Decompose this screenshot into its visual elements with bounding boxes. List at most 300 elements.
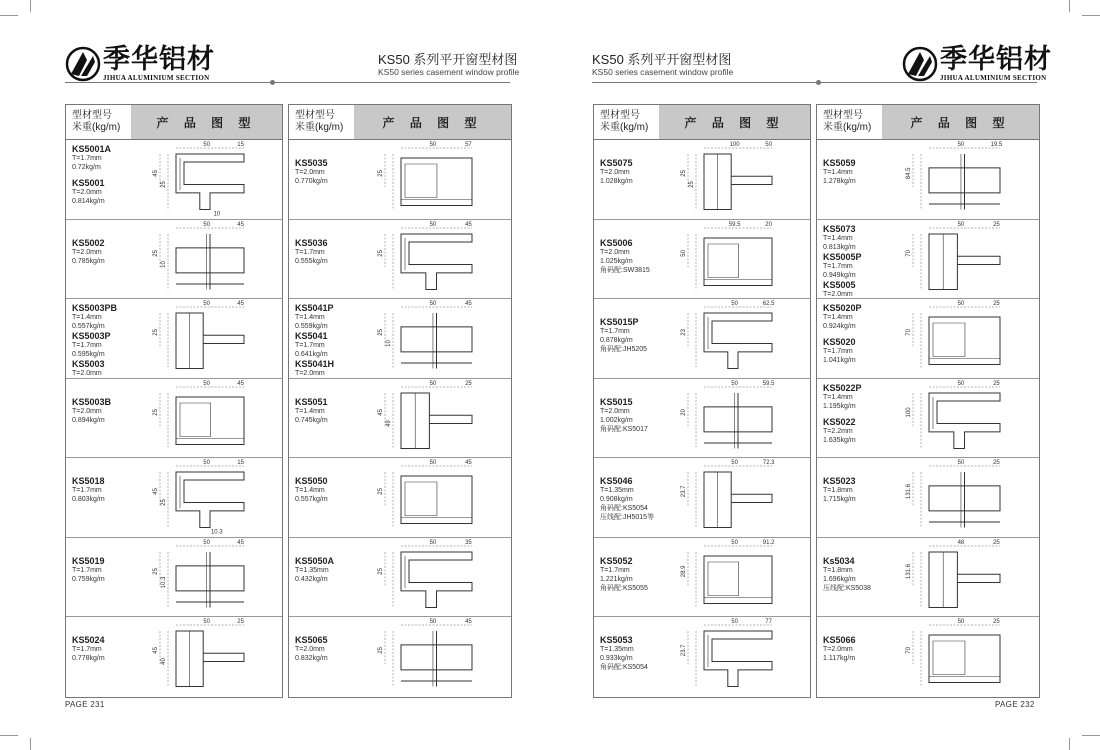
profile-drawing: [659, 538, 810, 616]
model-spec: 1.002kg/m: [600, 416, 633, 424]
profile-info: [817, 220, 882, 299]
profile-figure: [354, 220, 511, 299]
model-name: KS5041H: [295, 359, 335, 369]
profile-row: [817, 299, 1039, 379]
header-model-line1: 型材型号: [600, 110, 640, 121]
profile-info: [594, 617, 659, 697]
profile-drawing: [659, 379, 810, 457]
model-spec: T=1.4mm: [823, 169, 853, 176]
model-spec: T=2.2mm: [823, 427, 853, 435]
profile-info: [66, 299, 131, 378]
profile-info: [817, 379, 882, 458]
model-spec: T=1.4mm: [295, 407, 325, 415]
header-rule: [65, 82, 510, 83]
model-name: KS5073: [823, 223, 856, 234]
model-spec: 0.557kg/m: [295, 496, 328, 503]
model-name: KS5019: [72, 555, 105, 566]
dimension-label: 45: [237, 539, 244, 546]
dimension-label: 131.6: [906, 563, 912, 579]
dimension-label: 50: [731, 380, 738, 387]
profile-info: [817, 458, 882, 537]
dimension-label: 25: [153, 329, 159, 336]
dimension-label: 48: [957, 539, 965, 546]
brand-name-en: JIHUA ALUMINIUM SECTION: [103, 74, 210, 82]
dimension-label: 50: [203, 301, 210, 307]
model-spec: 角码配:KS5017: [600, 425, 648, 433]
model-spec: T=1.35mm: [295, 566, 329, 574]
dimension-label: 91.2: [762, 539, 775, 546]
profile-drawing: [354, 458, 511, 536]
model-spec: 1.025kg/m: [600, 257, 633, 265]
dimension-label: 10: [386, 340, 392, 347]
model-spec: 0.924kg/m: [823, 323, 856, 330]
model-name: KS5003P: [72, 331, 111, 341]
model-name: KS5005P: [823, 251, 862, 262]
profile-figure: [354, 538, 511, 617]
model-spec: 1.195kg/m: [823, 402, 856, 410]
model-spec: T=2.0mm: [295, 646, 325, 653]
model-spec: T=1.7mm: [72, 646, 102, 653]
dimension-label: 100: [729, 142, 740, 148]
dimension-label: 25: [237, 619, 244, 625]
model-name: KS5050A: [295, 555, 335, 566]
model-name: KS5036: [295, 237, 328, 248]
header-model-line2: 米重(kg/m): [823, 122, 872, 133]
model-spec: 0.949kg/m: [823, 271, 856, 279]
dimension-label: 25: [993, 619, 1000, 625]
model-spec: 角码配:JH5205: [600, 346, 648, 353]
dimension-label: 57: [465, 142, 472, 148]
profile-row: [594, 458, 810, 538]
dimension-label: 50: [957, 380, 965, 387]
dimension-label: 131.6: [906, 483, 912, 499]
dimension-label: 70: [906, 647, 912, 654]
model-name: KS5018: [72, 476, 105, 486]
profile-info: [289, 220, 354, 299]
model-name: KS5015: [600, 396, 633, 407]
model-spec: T=2.0mm: [823, 290, 853, 298]
profile-figure: [131, 379, 282, 458]
header-model: [289, 105, 354, 139]
dimension-label: 10: [213, 211, 221, 218]
model-spec: 1.028kg/m: [600, 178, 633, 185]
profile-row: [289, 220, 511, 300]
profile-info: [66, 140, 131, 219]
model-spec: T=2.0mm: [295, 169, 325, 176]
dimension-label: 25: [378, 488, 384, 495]
model-spec: 角码配:KS5054: [600, 664, 648, 671]
model-spec: T=1.4mm: [823, 234, 853, 242]
profile-table-2: [288, 104, 512, 698]
header-model: [817, 105, 882, 139]
model-spec: T=1.7mm: [295, 342, 325, 349]
profile-row: [594, 299, 810, 379]
profile-figure: [131, 220, 282, 299]
model-spec: T=1.8mm: [823, 566, 853, 574]
profile-row: [66, 299, 282, 379]
title-cn: KS50 系列平开窗型材图: [378, 52, 518, 67]
profile-figure: [659, 538, 810, 617]
header-model-line1: 型材型号: [72, 110, 112, 121]
dimension-label: 28.9: [681, 565, 687, 577]
profile-row: [594, 220, 810, 300]
model-name: KS5003: [72, 359, 105, 369]
model-spec: 1.635kg/m: [823, 436, 856, 444]
dimension-label: 50: [429, 539, 437, 546]
crop-mark: [1069, 738, 1070, 750]
model-name: KS5020P: [823, 303, 862, 313]
brand-name-cn: 季华铝材: [103, 44, 215, 75]
model-spec: T=1.4mm: [823, 393, 853, 401]
profile-info: [817, 617, 882, 697]
header-model-line2: 米重(kg/m): [600, 122, 649, 133]
dimension-label: 15: [237, 460, 244, 466]
model-name: KS5053: [600, 635, 633, 645]
dimension-label: 45: [465, 221, 472, 228]
profile-figure: [659, 220, 810, 299]
crop-mark: [1082, 15, 1100, 16]
model-spec: T=2.0mm: [600, 169, 630, 176]
profile-figure: [354, 379, 511, 458]
model-spec: T=1.35mm: [600, 646, 634, 653]
dimension-label: 23.7: [681, 644, 687, 657]
profile-figure: [659, 379, 810, 458]
brand-name-en: JIHUA ALUMINIUM SECTION: [940, 74, 1047, 82]
dimension-label: 50: [203, 221, 210, 228]
profile-table-4: [816, 104, 1040, 698]
page-number: PAGE 232: [995, 700, 1035, 709]
dimension-label: 72.3: [762, 460, 775, 466]
model-spec: 1.041kg/m: [823, 357, 856, 364]
profile-figure: [354, 140, 511, 219]
dimension-label: 45: [237, 221, 244, 228]
profile-drawing: [882, 140, 1039, 218]
model-spec: T=2.0mm: [72, 407, 102, 415]
header-figure: 产 品 图 型: [659, 105, 810, 139]
model-spec: 1.715kg/m: [823, 496, 856, 503]
profile-row: [289, 379, 511, 459]
model-name: KS5020: [823, 337, 856, 347]
dimension-label: 50: [203, 460, 210, 466]
model-spec: T=1.4mm: [823, 314, 853, 321]
profile-info: [289, 299, 354, 378]
profile-row: [66, 220, 282, 300]
crop-mark: [30, 0, 31, 12]
dimension-label: 50: [429, 619, 437, 625]
model-spec: 0.878kg/m: [600, 337, 633, 344]
dimension-label: 10.3: [210, 529, 223, 536]
profile-figure: [354, 299, 511, 378]
dimension-label: 25: [993, 301, 1000, 307]
model-spec: T=2.0mm: [72, 248, 102, 256]
profile-drawing: [131, 299, 282, 377]
dimension-label: 25: [689, 181, 695, 188]
profile-figure: [131, 299, 282, 378]
profile-row: [594, 140, 810, 220]
model-name: KS5052: [600, 555, 633, 566]
model-spec: T=1.8mm: [823, 487, 853, 494]
dimension-label: 49: [386, 419, 392, 427]
dimension-label: 50: [429, 142, 437, 148]
dimension-label: 50: [957, 221, 965, 228]
model-name: KS5003PB: [72, 303, 118, 313]
model-spec: T=1.4mm: [72, 314, 102, 321]
profile-figure: [659, 299, 810, 378]
model-name: KS5059: [823, 158, 856, 168]
dimension-label: 50: [203, 142, 210, 148]
model-spec: T=1.4mm: [295, 487, 325, 494]
model-name: KS5041P: [295, 303, 334, 313]
model-spec: T=1.35mm: [600, 487, 634, 494]
table-header: [817, 105, 1039, 140]
model-spec: T=2.0mm: [72, 189, 102, 196]
model-spec: 0.72kg/m: [72, 164, 101, 171]
model-name: KS5041: [295, 331, 328, 341]
model-name: KS5002: [72, 237, 105, 248]
table-header: [594, 105, 810, 140]
crop-mark: [0, 735, 18, 736]
profile-drawing: [354, 299, 511, 377]
profile-info: [66, 220, 131, 299]
model-spec: T=1.7mm: [600, 328, 630, 335]
model-spec: T=2.0mm: [600, 407, 630, 415]
profile-drawing: [131, 379, 282, 457]
model-spec: T=1.7mm: [72, 155, 102, 162]
brand-emblem-icon: [902, 46, 938, 82]
profile-drawing: [882, 617, 1039, 695]
dimension-label: 25: [153, 249, 159, 257]
profile-figure: [882, 458, 1039, 537]
dimension-label: 50: [429, 221, 437, 228]
profile-info: [817, 538, 882, 617]
header-model-line2: 米重(kg/m): [295, 122, 344, 133]
model-spec: 0.785kg/m: [72, 257, 105, 265]
profile-drawing: [882, 538, 1039, 616]
profile-drawing: [882, 379, 1039, 457]
dimension-label: 10.3: [161, 576, 167, 588]
profile-figure: [131, 140, 282, 219]
profile-drawing: [131, 617, 282, 695]
model-name: KS5024: [72, 635, 105, 645]
dimension-label: 25: [378, 647, 384, 654]
model-spec: 角码配:KS5054: [600, 505, 648, 512]
model-name: KS5001A: [72, 144, 112, 154]
model-name: KS5001: [72, 178, 105, 188]
dimension-label: 25: [153, 408, 159, 416]
dimension-label: 50: [957, 460, 965, 466]
model-name: KS5065: [295, 635, 328, 645]
profile-info: [594, 458, 659, 537]
model-spec: 1.278kg/m: [823, 178, 856, 185]
model-spec: 压线配:JH5015等: [600, 514, 655, 521]
model-spec: T=1.7mm: [72, 342, 102, 349]
profile-figure: [659, 617, 810, 697]
dimension-label: 50: [731, 460, 738, 466]
profile-row: [594, 617, 810, 697]
page-right: [550, 0, 1100, 750]
profile-drawing: [659, 299, 810, 377]
profile-drawing: [659, 617, 810, 695]
dimension-label: 20: [765, 221, 772, 228]
profile-drawing: [354, 220, 511, 298]
dimension-label: 45: [378, 408, 384, 416]
model-spec: 0.908kg/m: [600, 496, 633, 503]
profile-row: [594, 379, 810, 459]
dimension-label: 25: [993, 380, 1000, 387]
model-spec: 0.759kg/m: [72, 575, 105, 583]
model-spec: T=1.7mm: [823, 262, 853, 270]
dimension-label: 50: [429, 460, 437, 466]
dimension-label: 50: [681, 249, 687, 257]
profile-drawing: [131, 458, 282, 536]
profile-drawing: [659, 140, 810, 218]
brand-name-cn: 季华铝材: [940, 44, 1052, 75]
profile-figure: [882, 379, 1039, 458]
model-spec: T=1.7mm: [823, 348, 853, 355]
dimension-label: 50: [957, 619, 965, 625]
brand-emblem-icon: [65, 46, 101, 82]
profile-figure: [659, 140, 810, 219]
page-number: PAGE 231: [65, 700, 105, 709]
profile-row: [817, 379, 1039, 459]
table-header: [289, 105, 511, 140]
dimension-label: 25: [378, 170, 384, 177]
table-header: [66, 105, 282, 140]
profile-row: [66, 379, 282, 459]
dimension-label: 50: [429, 380, 437, 387]
dimension-label: 50: [957, 301, 965, 307]
model-spec: 0.933kg/m: [600, 655, 633, 662]
dimension-label: 20: [681, 408, 687, 416]
title-en: KS50 series casement window profile: [592, 67, 734, 77]
model-spec: 角码配:SW3815: [600, 266, 650, 274]
dimension-label: 50: [731, 301, 738, 307]
brand-logo: [65, 46, 215, 82]
profile-drawing: [659, 220, 810, 298]
model-name: KS5050: [295, 476, 328, 486]
profile-figure: [882, 538, 1039, 617]
profile-drawing: [131, 538, 282, 616]
dimension-label: 45: [465, 619, 472, 625]
profile-drawing: [354, 379, 511, 457]
page-title: [592, 52, 733, 77]
dimension-label: 77: [765, 619, 772, 625]
model-name: KS5006: [600, 237, 633, 248]
model-spec: 0.555kg/m: [295, 257, 328, 265]
dimension-label: 45: [465, 460, 472, 466]
profile-info: [66, 538, 131, 617]
profile-drawing: [354, 140, 511, 218]
dimension-label: 50: [765, 142, 772, 148]
model-spec: 压线配:KS5038: [823, 584, 871, 592]
profile-figure: [882, 299, 1039, 378]
profile-info: [594, 379, 659, 458]
page-title: [378, 52, 519, 77]
profile-row: [66, 140, 282, 220]
header-figure: 产 品 图 型: [354, 105, 511, 139]
model-name: KS5005: [823, 279, 856, 290]
dimension-label: 25: [378, 567, 384, 575]
model-spec: 0.832kg/m: [295, 655, 328, 662]
dimension-label: 23: [681, 329, 687, 336]
dimension-label: 50: [203, 619, 210, 625]
dimension-label: 35: [465, 539, 472, 546]
dimension-label: 25: [993, 539, 1000, 546]
profile-info: [817, 299, 882, 378]
dimension-label: 45: [153, 647, 159, 654]
profile-figure: [659, 458, 810, 537]
model-spec: 0.814kg/m: [72, 198, 105, 205]
dimension-label: 70: [906, 249, 912, 257]
dimension-label: 45: [465, 301, 472, 307]
dimension-label: 50: [731, 619, 738, 625]
profile-row: [817, 617, 1039, 697]
profile-drawing: [882, 458, 1039, 536]
profile-drawing: [131, 140, 282, 218]
model-spec: T=1.7mm: [295, 248, 325, 256]
profile-info: [594, 220, 659, 299]
model-spec: 0.595kg/m: [72, 351, 105, 358]
profile-row: [289, 538, 511, 618]
dimension-label: 50: [203, 380, 210, 387]
profile-info: [66, 617, 131, 697]
profile-row: [289, 140, 511, 220]
header-model-line2: 米重(kg/m): [72, 122, 121, 133]
model-spec: 0.813kg/m: [823, 243, 856, 251]
profile-row: [594, 538, 810, 618]
dimension-label: 25: [993, 221, 1000, 228]
dimension-label: 50: [429, 301, 437, 307]
model-spec: 0.745kg/m: [295, 416, 328, 424]
profile-row: [289, 458, 511, 538]
profile-row: [66, 617, 282, 697]
dimension-label: 40: [161, 658, 167, 665]
profile-drawing: [354, 617, 511, 695]
profile-drawing: [659, 458, 810, 536]
dimension-label: 100: [906, 406, 912, 417]
profile-info: [289, 617, 354, 697]
header-figure: 产 品 图 型: [131, 105, 282, 139]
dimension-label: 25: [378, 329, 384, 336]
profile-row: [817, 458, 1039, 538]
profile-drawing: [882, 299, 1039, 377]
dimension-label: 19.5: [990, 142, 1003, 148]
dimension-label: 25: [153, 567, 159, 575]
model-name: KS5022: [823, 416, 856, 427]
rule-dot: [816, 80, 821, 85]
profile-row: [66, 458, 282, 538]
header-model-line1: 型材型号: [823, 110, 863, 121]
brand-logo: [902, 46, 1052, 82]
model-name: Ks5034: [823, 555, 855, 566]
profile-figure: [882, 140, 1039, 219]
dimension-label: 45: [237, 301, 244, 307]
model-spec: 0.770kg/m: [295, 178, 328, 185]
model-spec: 1.696kg/m: [823, 575, 856, 583]
profile-table-1: [65, 104, 283, 698]
profile-figure: [882, 220, 1039, 299]
title-cn: KS50 系列平开窗型材图: [592, 52, 732, 67]
model-spec: 0.641kg/m: [295, 351, 328, 358]
profile-row: [817, 140, 1039, 220]
title-en: KS50 series casement window profile: [378, 67, 520, 77]
crop-mark: [30, 738, 31, 750]
profile-drawing: [882, 220, 1039, 298]
model-spec: T=2.0mm: [72, 370, 102, 377]
profile-drawing: [131, 220, 282, 298]
header-rule: [592, 82, 1037, 83]
model-spec: 0.559kg/m: [295, 323, 328, 330]
